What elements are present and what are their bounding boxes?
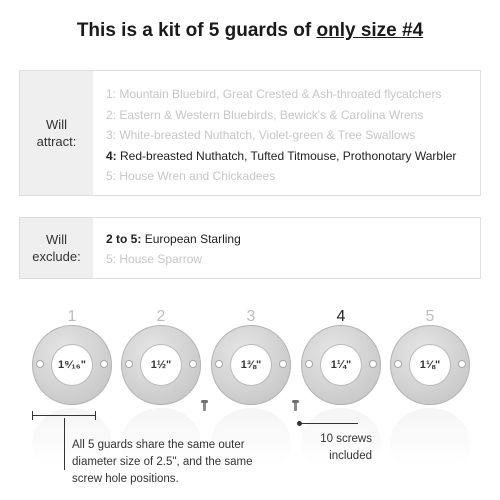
screw-leader-line <box>300 423 358 424</box>
guard-ring-3 <box>211 325 291 405</box>
guard-number-1: 1 <box>67 308 77 325</box>
screw-icon <box>294 402 297 411</box>
guard-number-4: 4 <box>336 308 346 325</box>
guards-illustration <box>0 300 500 500</box>
exclude-row-1: 2 to 5: European Starling <box>106 232 241 246</box>
guard-number-5: 5 <box>425 308 435 325</box>
screw-hole-icon <box>37 361 43 367</box>
guard-ring-5 <box>390 325 470 405</box>
diameter-leader-line <box>64 418 65 470</box>
screw-hole-icon <box>459 361 465 367</box>
title-emphasis: only size #4 <box>316 20 424 41</box>
page-title <box>0 20 500 42</box>
attract-row-3: 3: White-breasted Nuthatch, Violet-green & Tree Swallows <box>106 128 416 142</box>
screw-hole-icon <box>101 361 107 367</box>
guard-size-4: 1¼" <box>321 345 361 385</box>
guard-size-2: 1½" <box>141 345 181 385</box>
guard-number-2: 2 <box>156 308 166 325</box>
screw-icon <box>203 402 206 411</box>
diameter-note: All 5 guards share the same outer diameter size of 2.5", and the same screw hole positions. <box>72 439 253 485</box>
screw-hole-icon <box>395 361 401 367</box>
attract-panel <box>19 70 481 196</box>
exclude-label: Will exclude: <box>20 218 93 278</box>
screw-hole-icon <box>306 361 312 367</box>
guard-ring-1 <box>32 325 112 405</box>
screw-hole-icon <box>370 361 376 367</box>
title-prefix: This is a kit of 5 guards of <box>76 20 317 41</box>
screw-hole-icon <box>216 361 222 367</box>
exclude-row-2: 5: House Sparrow <box>106 252 203 266</box>
screws-note: 10 screws included <box>320 433 372 462</box>
diameter-dimension-line <box>32 415 96 416</box>
guard-size-1: 1⁹⁄₁₆" <box>52 345 92 385</box>
exclude-panel <box>19 217 481 279</box>
attract-row-5: 5: House Wren and Chickadees <box>106 169 276 183</box>
screw-hole-icon <box>280 361 286 367</box>
attract-row-4: 4: Red-breasted Nuthatch, Tufted Titmouse, Prothonotary Warbler <box>106 149 457 163</box>
screw-hole-icon <box>190 361 196 367</box>
guard-ring-4 <box>301 325 381 405</box>
attract-list <box>106 71 476 195</box>
guard-ring-2 <box>121 325 201 405</box>
guard-size-3: 1⅜" <box>231 345 271 385</box>
attract-row-2: 2: Eastern & Western Bluebirds, Bewick's & Carolina Wrens <box>106 108 424 122</box>
screw-hole-icon <box>126 361 132 367</box>
exclude-list <box>106 218 476 278</box>
guard-size-5: 1⅛" <box>410 345 450 385</box>
attract-row-1: 1: Mountain Bluebird, Great Crested & Ash-throated flycatchers <box>106 87 442 101</box>
guard-reflection-5 <box>390 408 470 478</box>
attract-label: Will attract: <box>20 71 93 195</box>
guard-number-3: 3 <box>246 308 256 325</box>
